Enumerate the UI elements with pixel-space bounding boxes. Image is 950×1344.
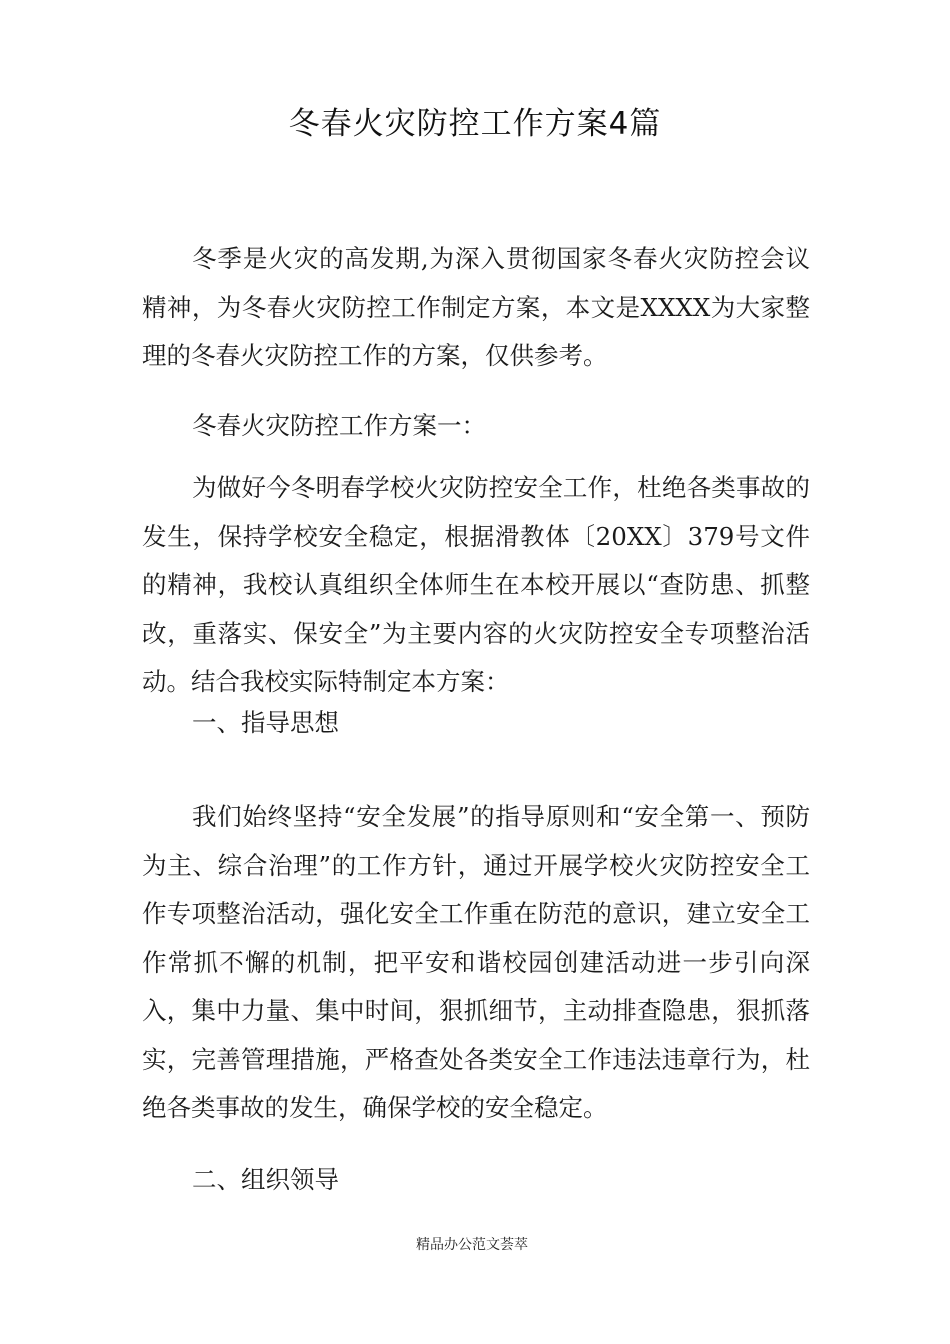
guiding-ideology-paragraph: 我们始终坚持“安全发展”的指导原则和“安全第一、预防为主、综合治理”的工作方针，通过开展学校火灾防控安全工作专项整治活动，强化安全工作重在防范的意识，建立安全工作常抓不懈的机制，把平安和谐校园创建活动进一步引向深入，集中力量、集中时间，狠抓细节，主动排查隐患，狠抓落实，完善管理措施，严格查处各类安全工作违法违章行为，杜绝各类事故的发生，确保学校的安全稳定。 xyxy=(142,802,810,1122)
plan-one-paragraph: 为做好今冬明春学校火灾防控安全工作，杜绝各类事故的发生，保持学校安全稳定，根据滑教体〔20XX〕379号文件的精神，我校认真组织全体师生在本校开展以“查防患、抓整改，重落实、保安全”为主要内容的火灾防控安全专项整治活动。结合我校实际特制定本方案： xyxy=(142,473,810,696)
section-heading-organization: 二、组织领导 xyxy=(192,1165,339,1194)
page-footer: 精品办公范文荟萃 xyxy=(416,1237,528,1253)
section-heading-plan-one: 冬春火灾防控工作方案一： xyxy=(192,411,486,440)
document-title: 冬春火灾防控工作方案4篇 xyxy=(288,106,662,142)
section-heading-guiding-ideology: 一、指导思想 xyxy=(192,708,339,737)
intro-paragraph: 冬季是火灾的高发期,为深入贯彻国家冬春火灾防控会议精神，为冬春火灾防控工作制定方案，本文是XXXX为大家整理的冬春火灾防控工作的方案，仅供参考。 xyxy=(142,244,810,370)
